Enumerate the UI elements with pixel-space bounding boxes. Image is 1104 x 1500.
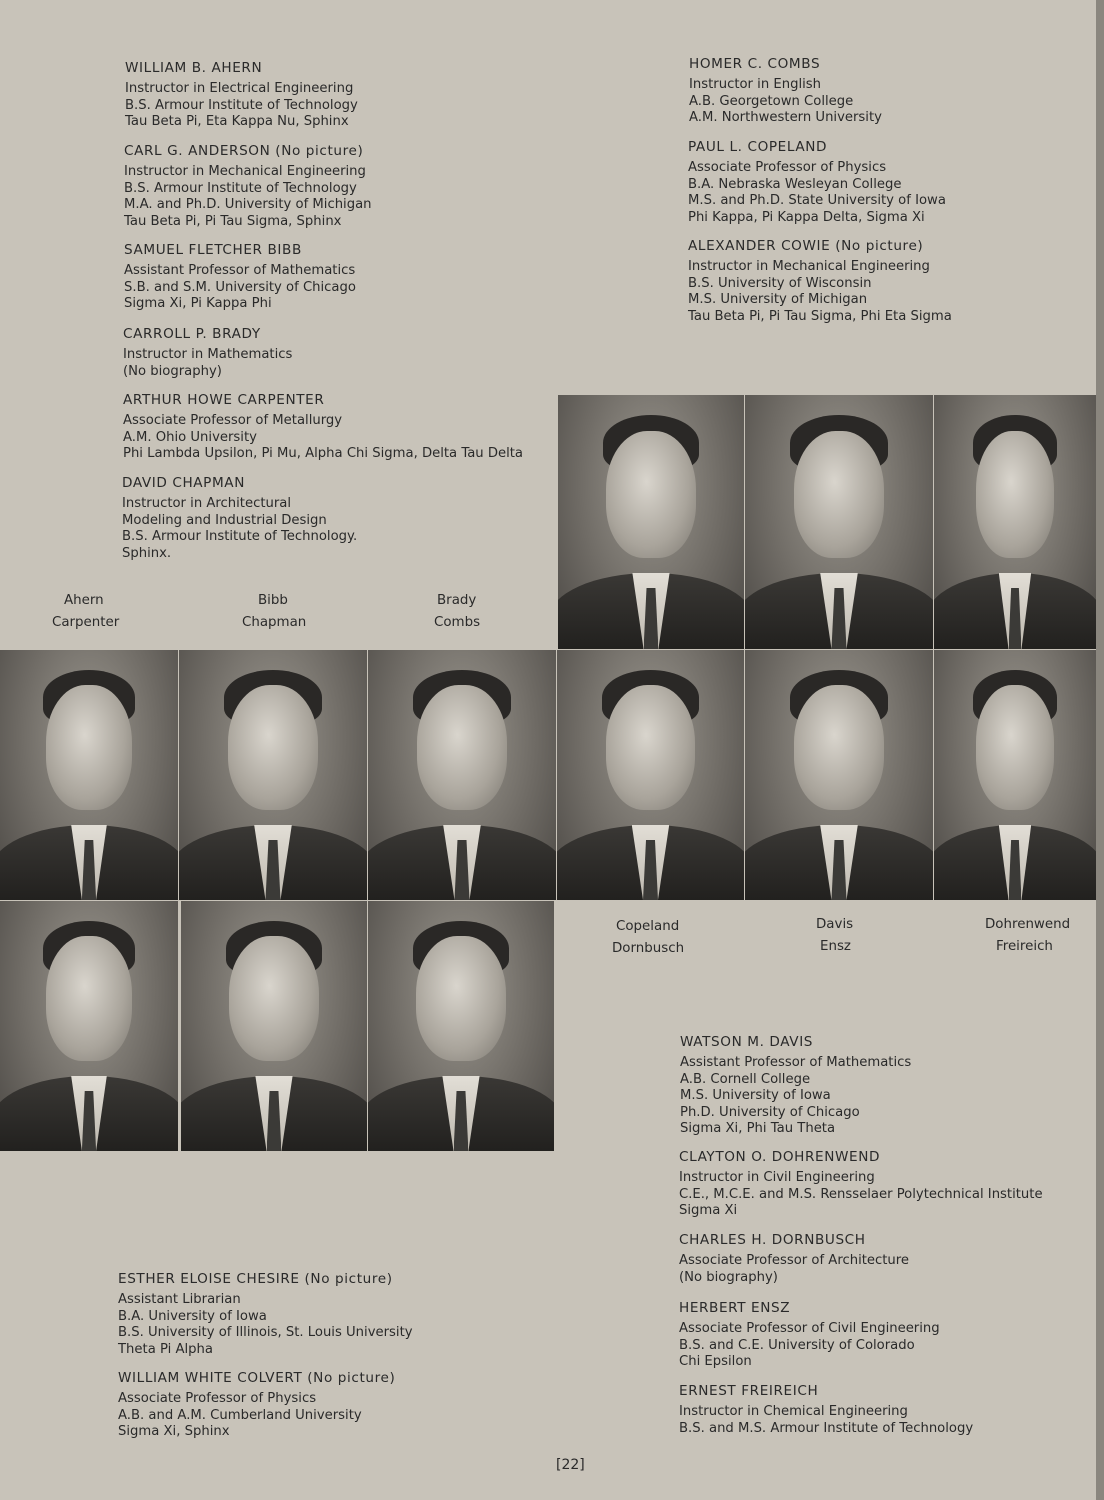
bio-cowie: [688, 238, 952, 325]
portrait-dohrenwend: [934, 395, 1096, 649]
bio-name: WILLIAM B. AHERN: [125, 60, 263, 76]
bio-line: M.S. and Ph.D. State University of Iowa: [688, 193, 946, 209]
bio-ensz: [679, 1300, 940, 1371]
portrait-face: [606, 431, 695, 558]
bio-line: A.B. and A.M. Cumberland University: [118, 1407, 362, 1423]
bio-name: ARTHUR HOWE CARPENTER: [123, 392, 325, 408]
bio-line: B.S. University of Illinois, St. Louis University: [118, 1325, 413, 1341]
bio-line: B.S. Armour Institute of Technology: [125, 97, 358, 113]
portrait-face: [228, 685, 318, 810]
portrait-face: [794, 685, 884, 810]
page-number: [22]: [556, 1457, 585, 1473]
bio-line: Assistant Professor of Mathematics: [680, 1055, 912, 1071]
bio-name: CARROLL P. BRADY: [123, 326, 261, 342]
bio-line: B.S. Armour Institute of Technology.: [122, 529, 358, 545]
bio-line: A.B. Cornell College: [680, 1071, 811, 1087]
portrait-davis: [745, 395, 933, 649]
bio-line: Associate Professor of Physics: [118, 1391, 317, 1407]
portrait-face: [416, 936, 505, 1061]
bio-line: Associate Professor of Physics: [688, 160, 887, 176]
bio-line: Instructor in Electrical Engineering: [125, 81, 354, 97]
bio-line: Instructor in Mathematics: [123, 347, 293, 363]
bio-line: Assistant Professor of Mathematics: [124, 263, 356, 279]
bio-line: Assistant Librarian: [118, 1292, 241, 1308]
portrait-face: [794, 431, 884, 558]
portrait-face: [976, 431, 1054, 558]
bio-line: Chi Epsilon: [679, 1354, 752, 1370]
bio-line: Instructor in Mechanical Engineering: [688, 259, 930, 275]
portrait-combs: [368, 901, 554, 1151]
bio-line: B.A. Nebraska Wesleyan College: [688, 176, 902, 192]
bio-line: M.S. University of Michigan: [688, 292, 868, 308]
bio-name: CLAYTON O. DOHRENWEND: [679, 1149, 881, 1165]
bio-line: A.M. Northwestern University: [689, 110, 882, 126]
bio-name: DAVID CHAPMAN: [122, 475, 245, 491]
bio-line: B.S. and C.E. University of Colorado: [679, 1337, 915, 1353]
bio-line: M.S. University of Iowa: [680, 1088, 831, 1104]
bio-line: Instructor in Civil Engineering: [679, 1170, 875, 1186]
bio-line: Theta Pi Alpha: [118, 1341, 213, 1357]
bio-colvert: [118, 1370, 395, 1441]
bio-line: Instructor in Architectural: [122, 496, 292, 512]
portrait-face: [46, 936, 131, 1061]
bio-line: Associate Professor of Metallurgy: [123, 413, 343, 429]
portrait-face: [46, 685, 131, 810]
portrait-face: [976, 685, 1054, 810]
bio-line: Phi Kappa, Pi Kappa Delta, Sigma Xi: [688, 209, 925, 225]
bio-line: Tau Beta Pi, Pi Tau Sigma, Sphinx: [124, 213, 342, 229]
bio-brady: [123, 326, 292, 380]
bio-line: M.A. and Ph.D. University of Michigan: [124, 197, 372, 213]
portrait-face: [417, 685, 507, 810]
portrait-ahern: [0, 650, 178, 900]
bio-name: ESTHER ELOISE CHESIRE (No picture): [118, 1271, 393, 1287]
caption-chapman: Chapman: [242, 615, 307, 630]
bio-line: (No biography): [123, 363, 222, 379]
page-binding-edge: [1096, 0, 1104, 1500]
bio-line: A.M. Ohio University: [123, 429, 257, 445]
bio-line: (No biography): [679, 1269, 778, 1285]
caption-carpenter: Carpenter: [52, 615, 120, 630]
bio-line: C.E., M.C.E. and M.S. Rensselaer Polytechnical Institute: [679, 1186, 1043, 1202]
bio-dornbusch: [679, 1232, 909, 1286]
bio-line: B.S. and M.S. Armour Institute of Technology: [679, 1420, 974, 1436]
portrait-carpenter: [0, 901, 178, 1151]
bio-line: Sigma Xi, Pi Kappa Phi: [124, 296, 272, 312]
caption-ensz: Ensz: [820, 939, 851, 954]
caption-copeland: Copeland: [616, 919, 680, 934]
portrait-face: [606, 685, 696, 810]
portrait-ensz: [745, 650, 933, 900]
bio-name: ERNEST FREIREICH: [679, 1383, 819, 1399]
bio-chesire: [118, 1271, 413, 1358]
bio-name: CHARLES H. DORNBUSCH: [679, 1232, 866, 1248]
bio-line: A.B. Georgetown College: [689, 93, 854, 109]
bio-freireich: [679, 1383, 973, 1437]
bio-line: Phi Lambda Upsilon, Pi Mu, Alpha Chi Sigma, Delta Tau Delta: [123, 446, 524, 462]
portrait-copeland: [558, 395, 744, 649]
caption-combs: Combs: [434, 615, 481, 630]
bio-name: CARL G. ANDERSON (No picture): [124, 143, 364, 159]
bio-davis: [680, 1034, 911, 1137]
caption-dornbusch: Dornbusch: [612, 941, 685, 956]
portrait-freireich: [934, 650, 1096, 900]
portrait-bibb: [179, 650, 367, 900]
bio-line: Sigma Xi, Phi Tau Theta: [680, 1121, 836, 1137]
caption-davis: Davis: [816, 917, 854, 932]
bio-line: B.S. University of Wisconsin: [688, 275, 872, 291]
bio-name: SAMUEL FLETCHER BIBB: [124, 242, 302, 258]
bio-line: Associate Professor of Civil Engineering: [679, 1321, 940, 1337]
bio-ahern: [125, 60, 358, 131]
bio-line: Instructor in English: [689, 77, 822, 93]
bio-line: Associate Professor of Architecture: [679, 1253, 910, 1269]
caption-bibb: Bibb: [258, 593, 288, 608]
bio-copeland: [688, 139, 946, 226]
bio-name: HOMER C. COMBS: [689, 56, 821, 72]
bio-chapman: [122, 475, 357, 562]
bio-name: PAUL L. COPELAND: [688, 139, 828, 155]
bio-line: Tau Beta Pi, Eta Kappa Nu, Sphinx: [125, 114, 349, 130]
caption-brady: Brady: [437, 593, 477, 608]
bio-line: Sigma Xi: [679, 1203, 738, 1219]
portrait-chapman: [181, 901, 367, 1151]
portrait-face: [229, 936, 318, 1061]
bio-combs: [689, 56, 882, 127]
bio-bibb: [124, 242, 356, 313]
bio-line: Instructor in Chemical Engineering: [679, 1404, 908, 1420]
bio-line: B.A. University of Iowa: [118, 1308, 267, 1324]
bio-line: Instructor in Mechanical Engineering: [124, 164, 366, 180]
bio-name: ALEXANDER COWIE (No picture): [688, 238, 924, 254]
bio-line: S.B. and S.M. University of Chicago: [124, 279, 356, 295]
bio-carpenter: [123, 392, 523, 463]
portrait-brady: [368, 650, 556, 900]
bio-line: Modeling and Industrial Design: [122, 512, 327, 528]
bio-name: WILLIAM WHITE COLVERT (No picture): [118, 1370, 396, 1386]
bio-name: HERBERT ENSZ: [679, 1300, 791, 1316]
bio-line: Sigma Xi, Sphinx: [118, 1424, 230, 1440]
portrait-dornbusch: [557, 650, 744, 900]
bio-line: Ph.D. University of Chicago: [680, 1104, 860, 1120]
caption-dohrenwend: Dohrenwend: [985, 917, 1071, 932]
caption-ahern: Ahern: [64, 593, 104, 608]
caption-freireich: Freireich: [996, 939, 1053, 954]
bio-name: WATSON M. DAVIS: [680, 1034, 814, 1050]
bio-anderson: [124, 143, 372, 230]
bio-line: Tau Beta Pi, Pi Tau Sigma, Phi Eta Sigma: [688, 308, 952, 324]
bio-line: B.S. Armour Institute of Technology: [124, 180, 357, 196]
bio-dohrenwend: [679, 1149, 1043, 1220]
bio-line: Sphinx.: [122, 545, 172, 561]
